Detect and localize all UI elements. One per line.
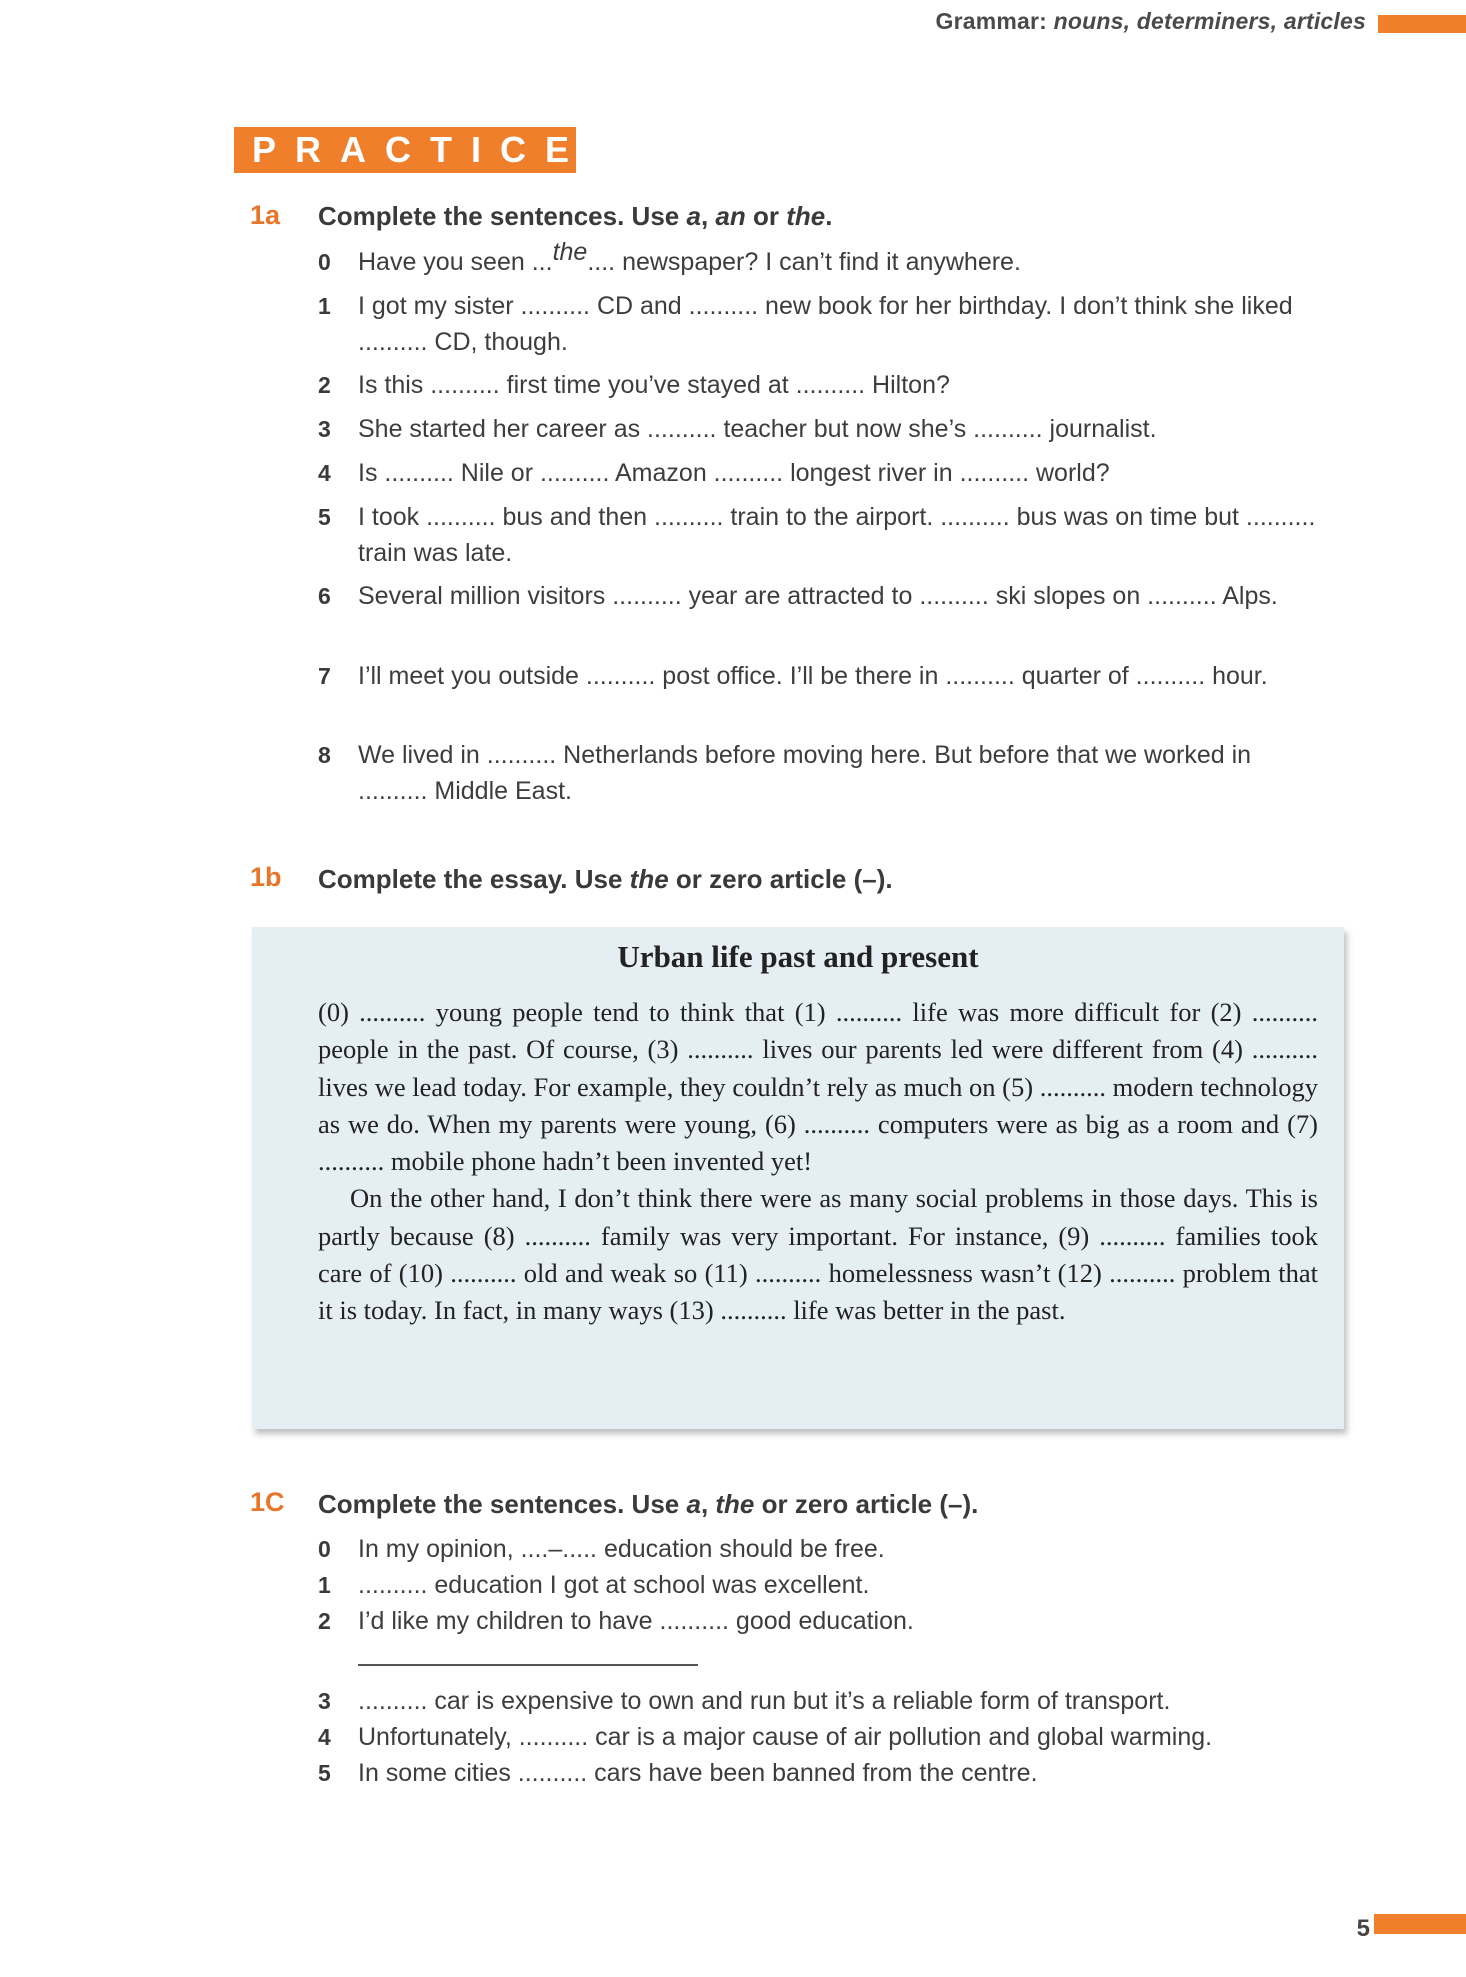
exercise-1a-item: 6 Several million visitors .......... year are attracted to .......... ski slopes on .......... Alps.	[318, 582, 1278, 610]
page-number: 5	[1356, 1915, 1370, 1942]
essay-paragraph: (0) .......... young people tend to think that (1) .......... life was more difficult for (2) .......... people in the past. Of course, (3) .......... lives our parents led were different from (4) .......... lives we lead today. For example, they couldn’t rely as much on (5) .......... modern technology as we do. When my parents were young, (6) .......... computers were as big as a room and (7) .......... mobile phone hadn’t been invented yet!	[318, 997, 1318, 1177]
exercise-1a-item: 1 I got my sister .......... CD and .......... new book for her birthday. I don’t think she liked .......... CD, though.	[318, 292, 1293, 356]
essay-text	[318, 994, 1318, 1330]
exercise-1a-item: 4 Is .......... Nile or .......... Amazon .......... longest river in .......... world?	[318, 459, 1110, 487]
exercise-1a-item: 8 We lived in .......... Netherlands before moving here. But before that we worked in .......... Middle East.	[318, 741, 1252, 805]
exercise-1a-item: 0 Have you seen ...the.... newspaper? I can’t find it anywhere.	[318, 238, 1021, 276]
exercise-1c-item: 3 .......... car is expensive to own and run but it’s a reliable form of transport.	[318, 1687, 1171, 1715]
practice-banner: PRACTICE	[234, 127, 576, 173]
exercise-1c-item: 0 In my opinion, ....–..... education should be free.	[318, 1535, 885, 1563]
footer-accent-bar	[1374, 1914, 1466, 1934]
essay-title: Urban life past and present	[617, 939, 979, 974]
exercise-1c-item: 1 .......... education I got at school was excellent.	[318, 1571, 870, 1599]
example-answer: the	[552, 238, 588, 266]
exercise-1a-item: 2 Is this .......... first time you’ve stayed at .......... Hilton?	[318, 371, 950, 399]
exercise-1a-item: 3 She started her career as .......... teacher but now she’s .......... journalist.	[318, 415, 1157, 443]
exercise-1c-number: 1C	[250, 1487, 285, 1517]
exercise-1a-item: 5 I took .......... bus and then .......... train to the airport. .......... bus was on time but .......... train was late.	[318, 503, 1316, 567]
exercise-1c-item: 5 In some cities .......... cars have been banned from the centre.	[318, 1759, 1038, 1787]
section-divider	[358, 1664, 698, 1666]
exercise-1b-instruction: Complete the essay. Use the or zero article (–).	[318, 864, 893, 894]
exercise-1b-number: 1b	[250, 862, 282, 892]
exercise-1a-item: 7 I’ll meet you outside .......... post office. I’ll be there in .......... quarter of .......... hour.	[318, 662, 1268, 690]
exercise-1c-item: 4 Unfortunately, .......... car is a major cause of air pollution and global warming.	[318, 1723, 1213, 1751]
header-label: Grammar:	[935, 8, 1048, 34]
essay-paragraph: On the other hand, I don’t think there were as many social problems in those days. This is partly because (8) .......... family was very important. For instance, (9) .......... families took care of (10) .......... old and weak so (11) .......... homelessness wasn’t (12) .......... problem that it is today. In fact, in many ways (13) .......... life was better in the past.	[318, 1183, 1318, 1326]
running-header	[935, 8, 1366, 35]
exercise-1a-instruction: Complete the sentences. Use a, an or the.	[318, 201, 833, 231]
exercise-1a-number: 1a	[250, 200, 281, 230]
exercise-1c-instruction: Complete the sentences. Use a, the or zero article (–).	[318, 1489, 979, 1519]
header-topic: nouns, determiners, articles	[1053, 8, 1366, 34]
exercise-1c-item: 2 I’d like my children to have .......... good education.	[318, 1607, 914, 1635]
header-accent-bar	[1378, 15, 1466, 33]
